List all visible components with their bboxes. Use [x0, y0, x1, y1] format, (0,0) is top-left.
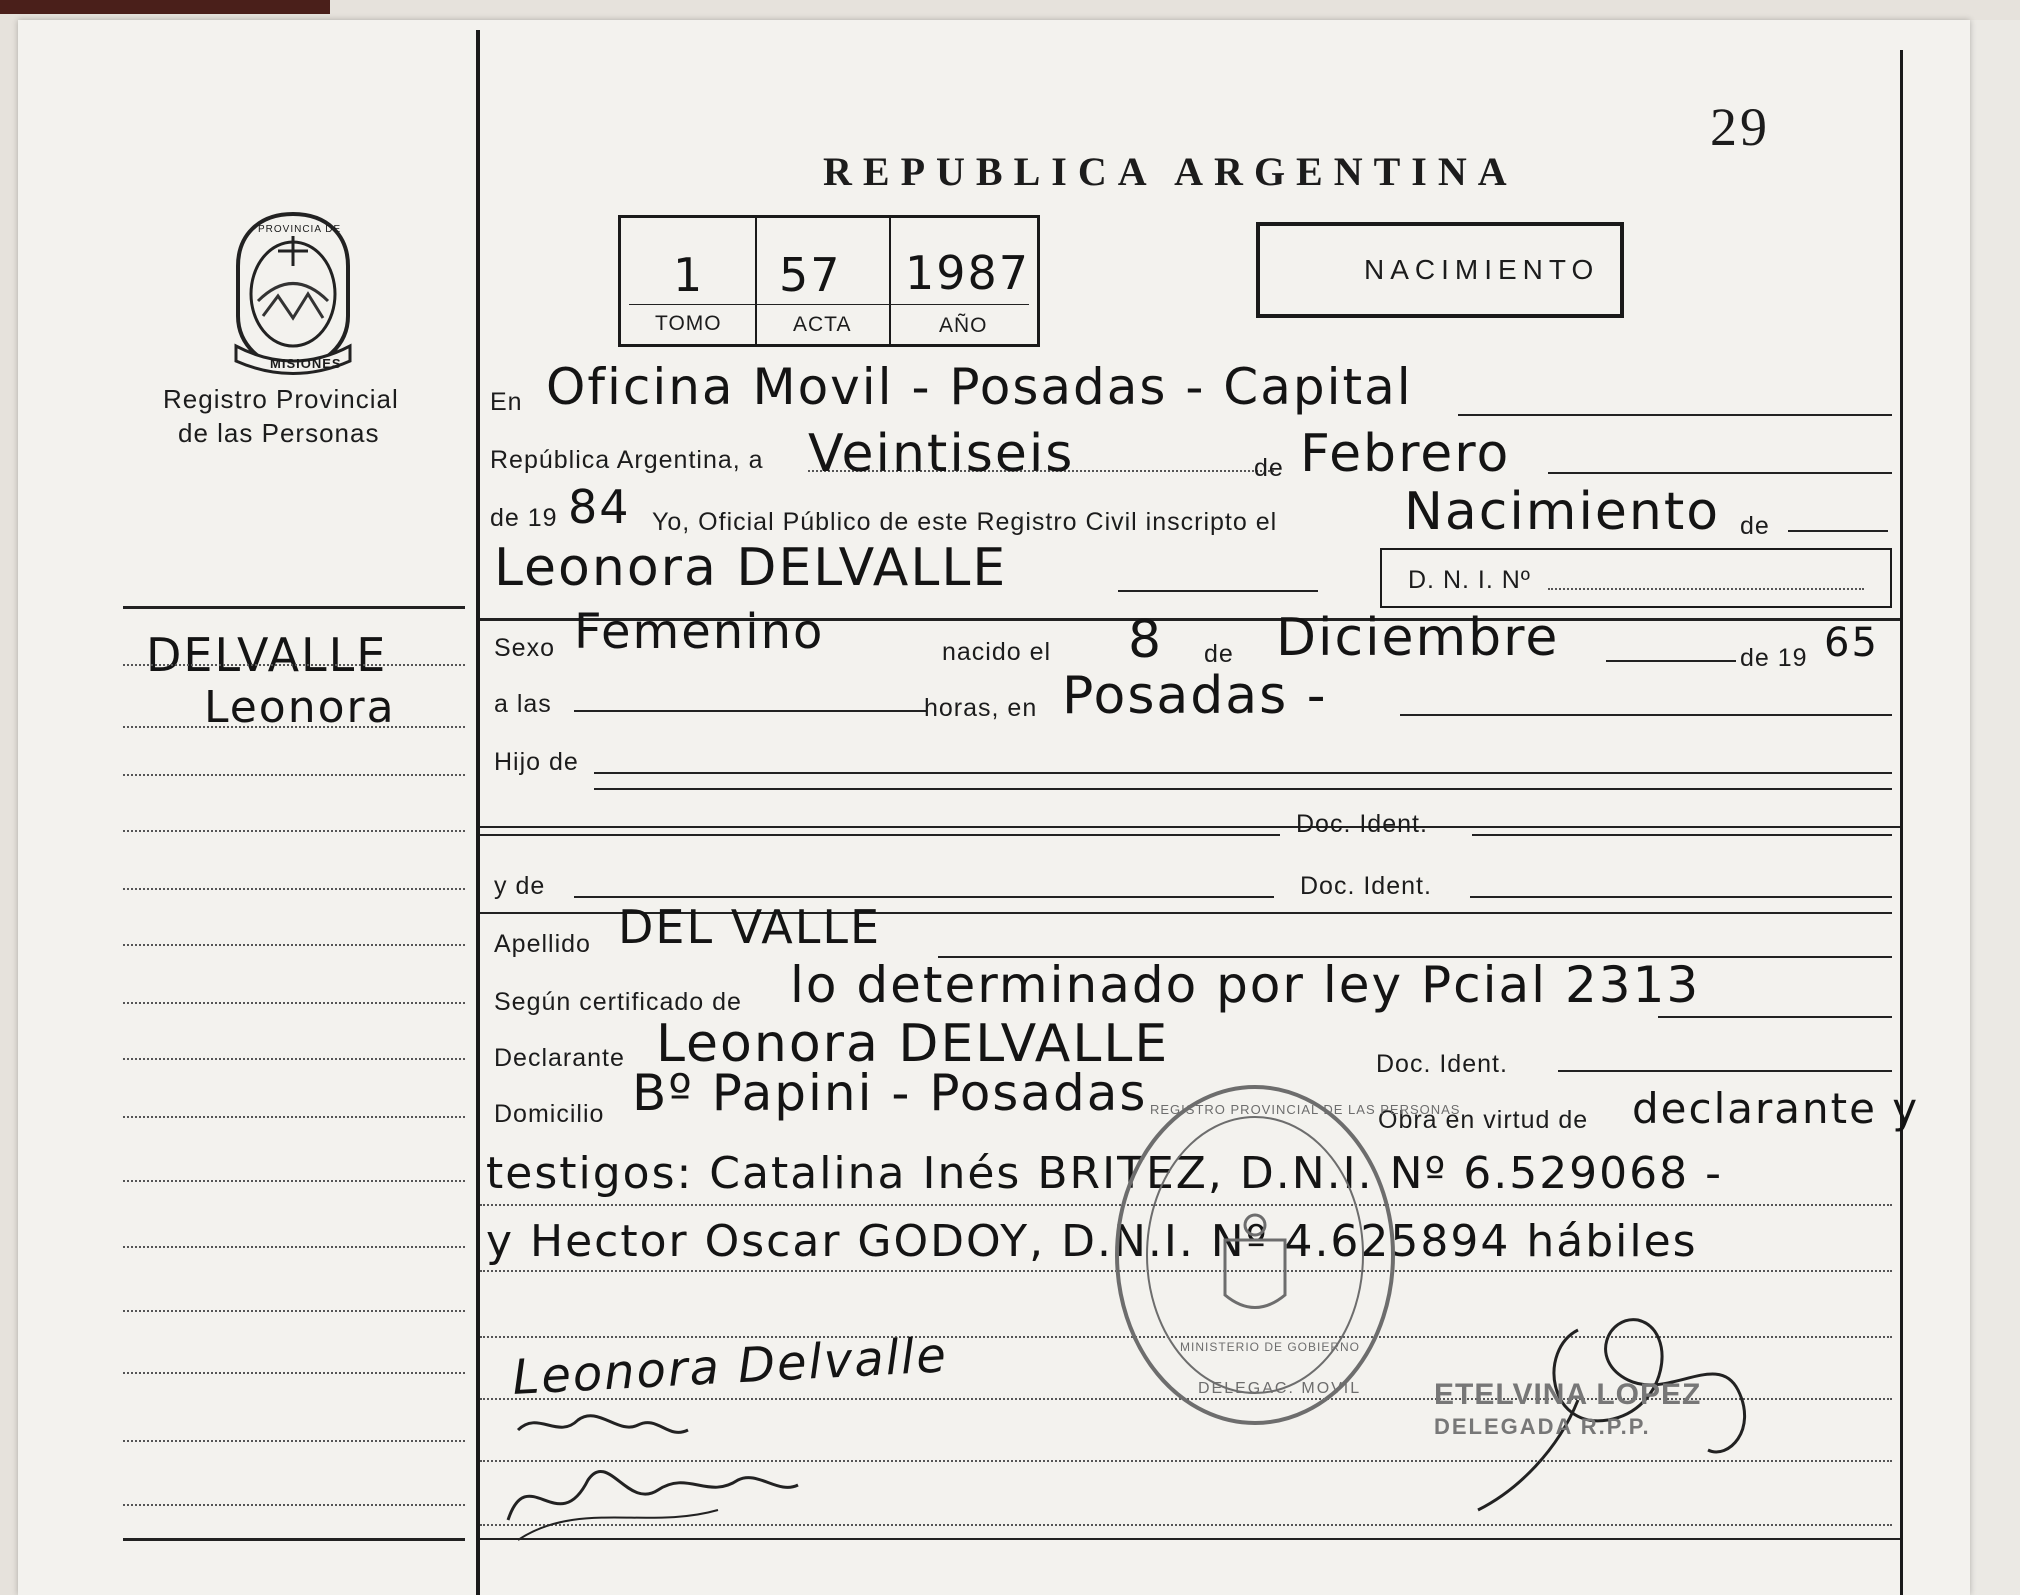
tomo-label: TOMO	[655, 312, 722, 335]
signature-declarante: Leonora Delvalle	[511, 1327, 950, 1406]
registry-number-box	[618, 215, 1040, 347]
value-dia-nac: 8	[1128, 610, 1164, 670]
label-sexo: Sexo	[494, 634, 555, 662]
registry-page	[18, 20, 1970, 1595]
label-en: En	[490, 388, 523, 416]
column-divider	[476, 30, 480, 1595]
label-obra: Obra en virtud de	[1378, 1106, 1589, 1134]
value-anio: 84	[568, 480, 631, 534]
value-declarante: Leonora DELVALLE	[656, 1014, 1170, 1074]
label-domicilio: Domicilio	[494, 1100, 605, 1128]
office-line-1: Registro Provincial	[163, 384, 399, 414]
acta-label: ACTA	[793, 313, 852, 336]
official-name: ETELVINA LOPEZ	[1434, 1378, 1702, 1411]
value-acto: Nacimiento	[1404, 482, 1721, 542]
witness-signatures	[498, 1400, 858, 1550]
value-lugar-nac: Posadas -	[1062, 666, 1328, 726]
office-line-2: de las Personas	[178, 418, 380, 448]
label-de-19: de 19	[490, 504, 558, 532]
value-sexo: Femenino	[574, 604, 825, 660]
page-number: 29	[1710, 97, 1770, 157]
label-de-2: de	[1740, 512, 1770, 540]
label-a-las: a las	[494, 690, 552, 718]
label-apellido: Apellido	[494, 930, 591, 958]
margin-given-name: Leonora	[204, 682, 396, 733]
value-domicilio: Bº Papini - Posadas	[632, 1064, 1148, 1122]
label-nacido: nacido el	[942, 638, 1052, 666]
label-doc-2: Doc. Ident.	[1300, 872, 1432, 900]
seal-top-text: PROVINCIA DE	[258, 224, 342, 235]
provincial-seal	[218, 206, 368, 376]
label-dni: D. N. I. Nº	[1408, 566, 1531, 594]
page-edge	[1970, 20, 2020, 1595]
value-mes: Febrero	[1300, 424, 1511, 484]
value-certificado: lo determinado por ley Pcial 2313	[790, 956, 1701, 1014]
stamp-ring-text: REGISTRO PROVINCIAL DE LAS PERSONAS	[1150, 1102, 1461, 1117]
value-apellido: DEL VALLE	[618, 900, 882, 954]
label-doc-1: Doc. Ident.	[1296, 810, 1428, 838]
record-type-box	[1256, 222, 1624, 318]
acta-value: 57	[779, 248, 842, 302]
label-republica: República Argentina, a	[490, 446, 764, 474]
official-stamp	[1110, 1080, 1461, 1430]
label-declarante: Declarante	[494, 1044, 625, 1072]
label-de-19b: de 19	[1740, 644, 1808, 672]
book-cover-corner	[0, 0, 330, 14]
tomo-value: 1	[673, 248, 705, 302]
stamp-inner-text: MINISTERIO DE GOBIERNO	[1180, 1340, 1361, 1354]
ano-label: AÑO	[939, 314, 988, 337]
seal-bottom-text: MISIONES	[270, 356, 342, 371]
official-title: DELEGADA R.P.P.	[1434, 1414, 1651, 1439]
label-horas: horas, en	[924, 694, 1038, 722]
label-yo: Yo, Oficial Público de este Registro Civil inscripto el	[652, 508, 1278, 536]
label-segun: Según certificado de	[494, 988, 742, 1016]
ano-value: 1987	[905, 246, 1031, 300]
label-de-3: de	[1204, 640, 1234, 668]
right-border	[1900, 50, 1903, 1595]
country-title: REPUBLICA ARGENTINA	[823, 149, 1518, 194]
value-lugar: Oficina Movil - Posadas - Capital	[546, 358, 1413, 416]
value-testigos-2: y Hector Oscar GODOY, D.N.I. Nº 4.625894 hábiles	[486, 1216, 1698, 1267]
margin-surname: DELVALLE	[146, 628, 388, 682]
value-dia: Veintiseis	[808, 424, 1075, 484]
dni-box	[1380, 548, 1892, 608]
value-mes-nac: Diciembre	[1276, 608, 1560, 668]
value-testigos-1: testigos: Catalina Inés BRITEZ, D.N.I. Nº 6.529068 -	[486, 1148, 1724, 1199]
margin-top-rule	[123, 606, 465, 609]
label-de-1: de	[1254, 454, 1284, 482]
record-type: NACIMIENTO	[1364, 254, 1600, 285]
label-doc-3: Doc. Ident.	[1376, 1050, 1508, 1078]
stamp-bottom-text: DELEGAC. MOVIL	[1198, 1380, 1362, 1397]
section-rule-2	[480, 826, 1900, 828]
margin-bottom-rule	[123, 1538, 465, 1541]
label-y-de: y de	[494, 872, 546, 900]
stamp-seal-icon	[1110, 1080, 1400, 1430]
value-obra: declarante y	[1632, 1084, 1920, 1133]
value-anio-nac: 65	[1824, 620, 1879, 666]
value-nombre: Leonora DELVALLE	[494, 538, 1008, 598]
label-hijo: Hijo de	[494, 748, 579, 776]
